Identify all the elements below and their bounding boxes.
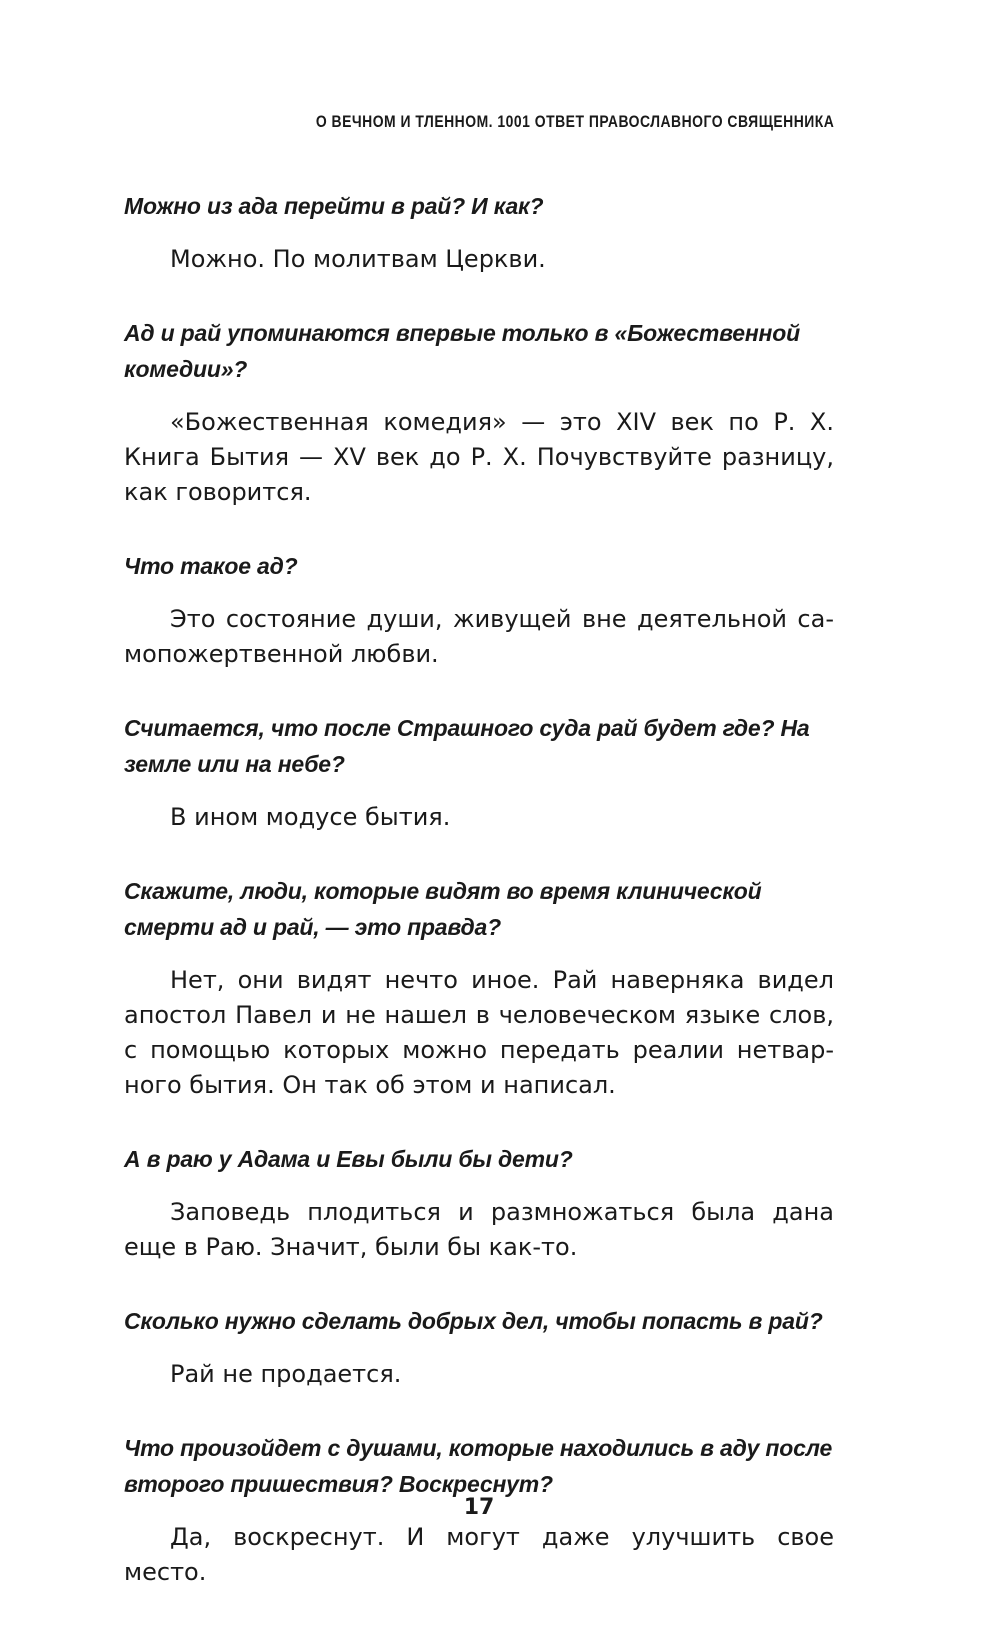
question-text: Что произойдет с душами, которые находились в аду после второго пришествия? Воскреснут? — [124, 1435, 833, 1497]
page-number: 17 — [463, 1495, 495, 1520]
qa-item — [124, 710, 834, 835]
question-text: Сколько нужно сделать добрых дел, чтобы попасть в рай? — [124, 1308, 823, 1334]
question-text: А в раю у Адама и Евы были бы дети? — [124, 1146, 573, 1172]
question-text: Ад и рай упоминаются впервые только в «Божественной комедии»? — [124, 320, 800, 382]
answer-text: Рай не продается. — [170, 1360, 402, 1388]
qa-item — [124, 548, 834, 672]
answer-text: Заповедь плодиться и размножаться была дана еще в Раю. Значит, были бы как-то. — [124, 1198, 834, 1261]
qa-item — [124, 315, 834, 510]
question-text: Можно из ада перейти в рай? И как? — [124, 193, 544, 219]
running-header: О ВЕЧНОМ И ТЛЕННОМ. 1001 ОТВЕТ ПРАВОСЛАВНОГО СВЯЩЕННИКА — [315, 112, 834, 131]
answer-text: В ином модусе бытия. — [170, 803, 451, 831]
answer-text: Это состояние души, живущей вне деятельной самопожертвенной любви. — [124, 605, 834, 668]
answer-text: «Божественная комедия» — это XIV век по Р. Х. Книга Бытия — XV век до Р. Х. Почувствуйте разницу, как говорится. — [124, 408, 834, 506]
question-text: Считается, что после Страшного суда рай будет где? На земле или на небе? — [124, 715, 810, 777]
answer-text: Да, воскреснут. И могут даже улучшить свое место. — [124, 1523, 834, 1586]
qa-item — [124, 1303, 834, 1392]
question-text: Скажите, люди, которые видят во время клинической смерти ад и рай, — это правда? — [124, 878, 762, 940]
qa-item — [124, 188, 834, 277]
qa-item — [124, 1141, 834, 1265]
answer-text: Можно. По молитвам Церкви. — [170, 245, 546, 273]
book-page — [124, 0, 834, 1616]
qa-item — [124, 873, 834, 1103]
answer-text: Нет, они видят нечто иное. Рай наверняка видел апостол Павел и не нашел в человеческом языке слов, с помощью которых можно передать реалии нетварного бытия. Он так об этом и написал. — [124, 966, 834, 1099]
question-text: Что такое ад? — [124, 553, 298, 579]
page-content — [124, 188, 834, 1628]
